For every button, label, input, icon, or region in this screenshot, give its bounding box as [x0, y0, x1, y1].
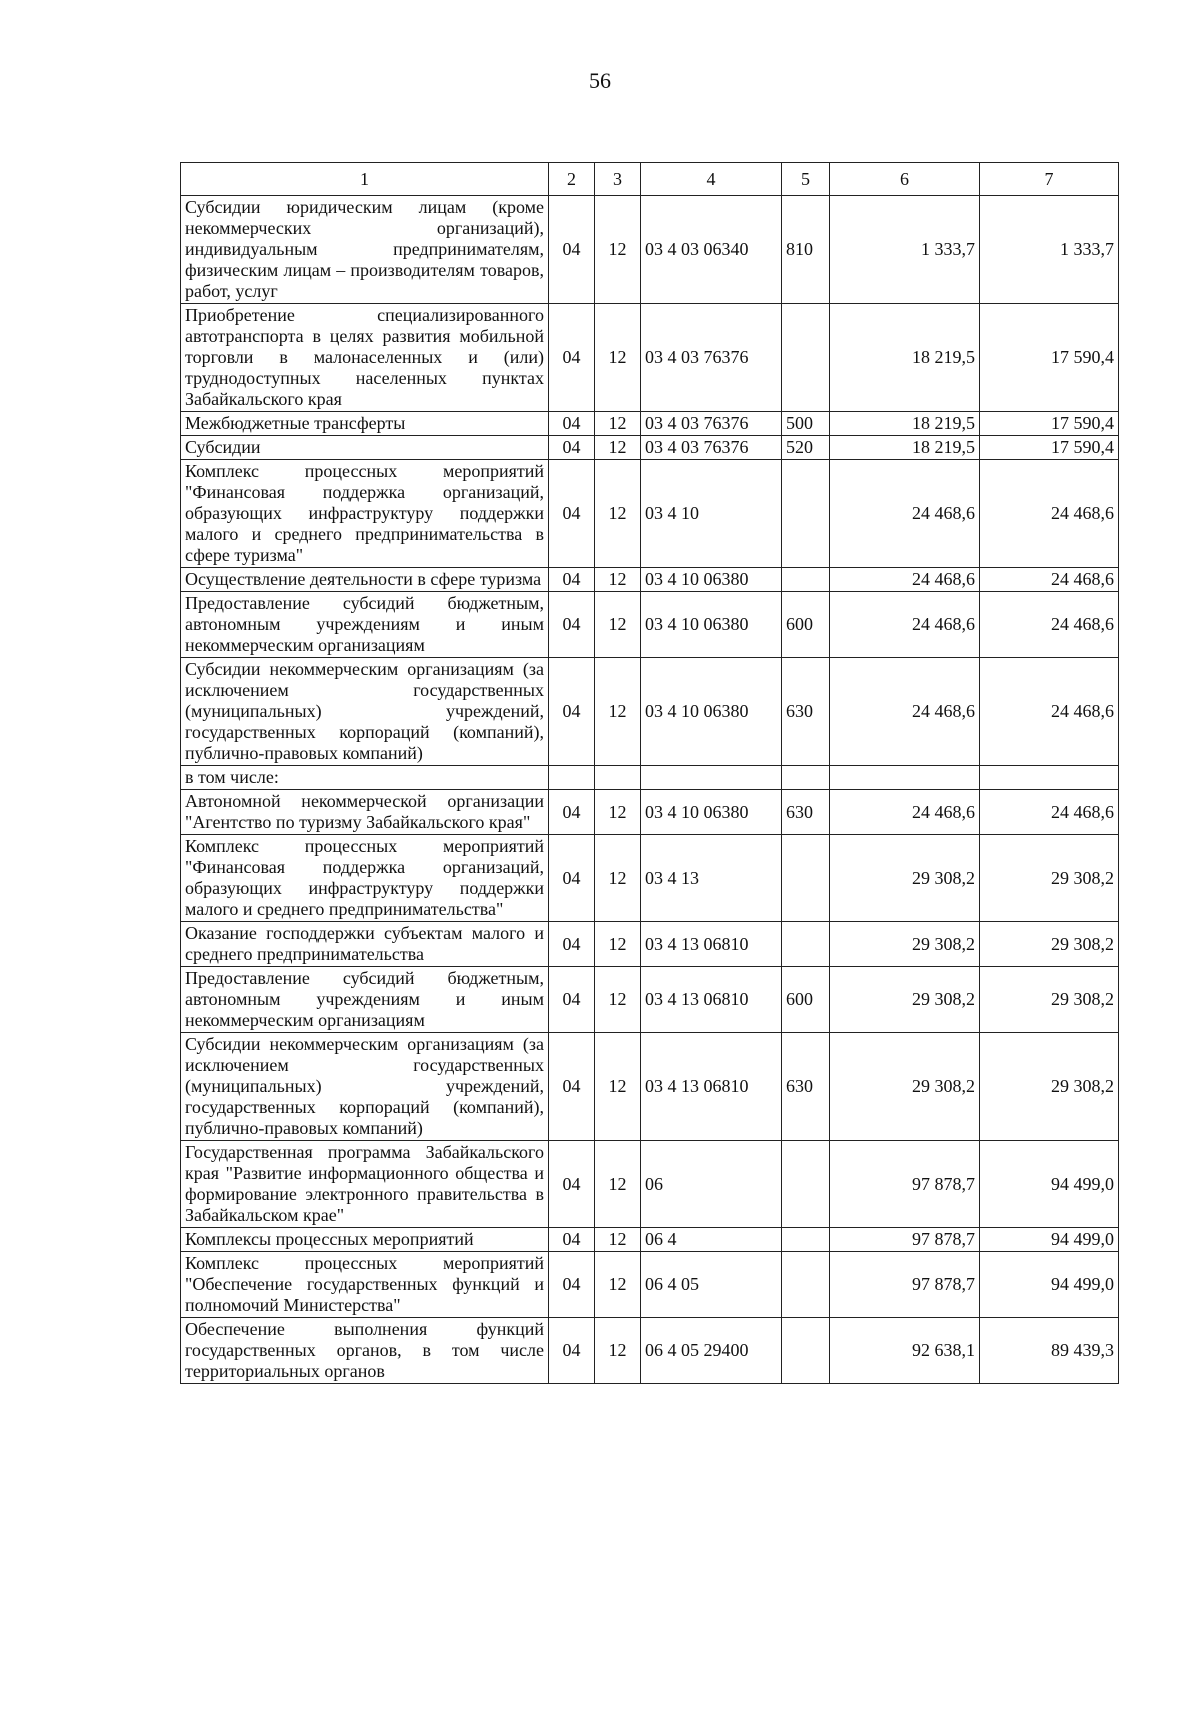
amount-col-6: 97 878,7 [830, 1141, 980, 1228]
section-code: 04 [549, 568, 595, 592]
subsection-code [595, 766, 641, 790]
amount-col-7: 24 468,6 [980, 790, 1119, 835]
amount-col-7: 24 468,6 [980, 460, 1119, 568]
target-article-code: 03 4 03 06340 [641, 196, 782, 304]
column-header-7: 7 [980, 163, 1119, 196]
target-article-code: 03 4 13 [641, 835, 782, 922]
subsection-code: 12 [595, 835, 641, 922]
target-article-code: 03 4 10 06380 [641, 790, 782, 835]
amount-col-7: 24 468,6 [980, 592, 1119, 658]
target-article-code: 03 4 10 06380 [641, 658, 782, 766]
expense-type-code [782, 568, 830, 592]
section-code: 04 [549, 460, 595, 568]
section-code: 04 [549, 835, 595, 922]
section-code: 04 [549, 304, 595, 412]
amount-col-7: 29 308,2 [980, 835, 1119, 922]
expense-type-code: 500 [782, 412, 830, 436]
table-row [181, 790, 1119, 835]
table-row [181, 967, 1119, 1033]
row-name: Субсидии [181, 436, 549, 460]
row-name: Межбюджетные трансферты [181, 412, 549, 436]
section-code: 04 [549, 658, 595, 766]
section-code: 04 [549, 436, 595, 460]
table-row [181, 460, 1119, 568]
amount-col-7: 29 308,2 [980, 967, 1119, 1033]
subsection-code: 12 [595, 922, 641, 967]
row-name: Комплекс процессных мероприятий "Обеспечение государственных функций и полномочий Министерства" [181, 1252, 549, 1318]
expense-type-code [782, 1141, 830, 1228]
table-row [181, 1228, 1119, 1252]
amount-col-6: 24 468,6 [830, 592, 980, 658]
row-name: Оказание господдержки субъектам малого и среднего предпринимательства [181, 922, 549, 967]
subsection-code: 12 [595, 1141, 641, 1228]
table-row [181, 412, 1119, 436]
row-name: в том числе: [181, 766, 549, 790]
expense-type-code [782, 304, 830, 412]
amount-col-6: 1 333,7 [830, 196, 980, 304]
row-name: Предоставление субсидий бюджетным, автономным учреждениям и иным некоммерческим организациям [181, 592, 549, 658]
amount-col-7: 29 308,2 [980, 922, 1119, 967]
amount-col-7: 17 590,4 [980, 412, 1119, 436]
expense-type-code [782, 1252, 830, 1318]
table-row [181, 1033, 1119, 1141]
section-code: 04 [549, 1318, 595, 1384]
amount-col-6: 97 878,7 [830, 1228, 980, 1252]
subsection-code: 12 [595, 1252, 641, 1318]
target-article-code: 03 4 13 06810 [641, 967, 782, 1033]
amount-col-7: 94 499,0 [980, 1228, 1119, 1252]
amount-col-6: 97 878,7 [830, 1252, 980, 1318]
amount-col-6: 24 468,6 [830, 568, 980, 592]
row-name: Обеспечение выполнения функций государственных органов, в том числе территориальных органов [181, 1318, 549, 1384]
row-name: Комплекс процессных мероприятий "Финансовая поддержка организаций, образующих инфраструктуру поддержки малого и среднего предпринимательства" [181, 835, 549, 922]
subsection-code: 12 [595, 196, 641, 304]
amount-col-6: 24 468,6 [830, 790, 980, 835]
amount-col-7: 1 333,7 [980, 196, 1119, 304]
table-body [181, 196, 1119, 1384]
amount-col-7: 24 468,6 [980, 658, 1119, 766]
row-name: Осуществление деятельности в сфере туризма [181, 568, 549, 592]
expense-type-code: 630 [782, 658, 830, 766]
target-article-code: 06 4 05 29400 [641, 1318, 782, 1384]
amount-col-7: 17 590,4 [980, 436, 1119, 460]
expense-type-code: 630 [782, 790, 830, 835]
row-name: Комплексы процессных мероприятий [181, 1228, 549, 1252]
subsection-code: 12 [595, 1033, 641, 1141]
subsection-code: 12 [595, 592, 641, 658]
column-header-6: 6 [830, 163, 980, 196]
section-code: 04 [549, 1252, 595, 1318]
expense-type-code [782, 766, 830, 790]
amount-col-7: 94 499,0 [980, 1252, 1119, 1318]
section-code: 04 [549, 922, 595, 967]
table-row [181, 592, 1119, 658]
target-article-code: 06 4 [641, 1228, 782, 1252]
amount-col-6: 24 468,6 [830, 460, 980, 568]
amount-col-7 [980, 766, 1119, 790]
row-name: Комплекс процессных мероприятий "Финансовая поддержка организаций, образующих инфраструктуру поддержки малого и среднего предпринимательства в сфере туризма" [181, 460, 549, 568]
row-name: Субсидии юридическим лицам (кроме некоммерческих организаций), индивидуальным предпринимателям, физическим лицам – производителям товаров, работ, услуг [181, 196, 549, 304]
target-article-code: 03 4 03 76376 [641, 412, 782, 436]
section-code: 04 [549, 196, 595, 304]
column-header-4: 4 [641, 163, 782, 196]
amount-col-7: 89 439,3 [980, 1318, 1119, 1384]
expense-type-code [782, 922, 830, 967]
subsection-code: 12 [595, 436, 641, 460]
expense-type-code: 520 [782, 436, 830, 460]
amount-col-6: 18 219,5 [830, 304, 980, 412]
section-code: 04 [549, 592, 595, 658]
row-name: Приобретение специализированного автотранспорта в целях развития мобильной торговли в малонаселенных и (или) труднодоступных населенных пунктах Забайкальского края [181, 304, 549, 412]
target-article-code: 03 4 10 06380 [641, 592, 782, 658]
target-article-code: 03 4 03 76376 [641, 304, 782, 412]
subsection-code: 12 [595, 412, 641, 436]
section-code: 04 [549, 1228, 595, 1252]
expense-type-code [782, 1318, 830, 1384]
amount-col-6: 92 638,1 [830, 1318, 980, 1384]
subsection-code: 12 [595, 790, 641, 835]
amount-col-6: 18 219,5 [830, 412, 980, 436]
table-row [181, 766, 1119, 790]
target-article-code: 03 4 10 06380 [641, 568, 782, 592]
row-name: Субсидии некоммерческим организациям (за исключением государственных (муниципальных) учреждений, государственных корпораций (компаний), публично-правовых компаний) [181, 1033, 549, 1141]
column-header-2: 2 [549, 163, 595, 196]
row-name: Автономной некоммерческой организации "Агентство по туризму Забайкальского края" [181, 790, 549, 835]
table-row [181, 1252, 1119, 1318]
table-row [181, 1141, 1119, 1228]
table-header-row [181, 163, 1119, 196]
amount-col-6: 29 308,2 [830, 922, 980, 967]
subsection-code: 12 [595, 967, 641, 1033]
amount-col-6 [830, 766, 980, 790]
table-row [181, 1318, 1119, 1384]
subsection-code: 12 [595, 658, 641, 766]
expense-type-code: 630 [782, 1033, 830, 1141]
section-code [549, 766, 595, 790]
target-article-code: 06 [641, 1141, 782, 1228]
table-row [181, 922, 1119, 967]
subsection-code: 12 [595, 460, 641, 568]
table-row [181, 568, 1119, 592]
expense-type-code: 810 [782, 196, 830, 304]
table-row [181, 196, 1119, 304]
amount-col-7: 29 308,2 [980, 1033, 1119, 1141]
target-article-code: 03 4 13 06810 [641, 1033, 782, 1141]
section-code: 04 [549, 967, 595, 1033]
expense-type-code [782, 460, 830, 568]
target-article-code [641, 766, 782, 790]
amount-col-7: 17 590,4 [980, 304, 1119, 412]
row-name: Предоставление субсидий бюджетным, автономным учреждениям и иным некоммерческим организациям [181, 967, 549, 1033]
expense-type-code [782, 835, 830, 922]
amount-col-6: 18 219,5 [830, 436, 980, 460]
target-article-code: 06 4 05 [641, 1252, 782, 1318]
subsection-code: 12 [595, 568, 641, 592]
amount-col-6: 24 468,6 [830, 658, 980, 766]
table-row [181, 436, 1119, 460]
subsection-code: 12 [595, 1228, 641, 1252]
amount-col-7: 24 468,6 [980, 568, 1119, 592]
expense-type-code: 600 [782, 967, 830, 1033]
target-article-code: 03 4 10 [641, 460, 782, 568]
table-row [181, 835, 1119, 922]
column-header-3: 3 [595, 163, 641, 196]
section-code: 04 [549, 790, 595, 835]
amount-col-6: 29 308,2 [830, 1033, 980, 1141]
row-name: Государственная программа Забайкальского края "Развитие информационного общества и формирование электронного правительства в Забайкальском крае" [181, 1141, 549, 1228]
expense-type-code: 600 [782, 592, 830, 658]
subsection-code: 12 [595, 304, 641, 412]
amount-col-6: 29 308,2 [830, 967, 980, 1033]
section-code: 04 [549, 1033, 595, 1141]
page-number: 56 [589, 68, 611, 93]
amount-col-7: 94 499,0 [980, 1141, 1119, 1228]
section-code: 04 [549, 412, 595, 436]
budget-table [180, 162, 1119, 1384]
target-article-code: 03 4 03 76376 [641, 436, 782, 460]
column-header-1: 1 [181, 163, 549, 196]
target-article-code: 03 4 13 06810 [641, 922, 782, 967]
column-header-5: 5 [782, 163, 830, 196]
subsection-code: 12 [595, 1318, 641, 1384]
expense-type-code [782, 1228, 830, 1252]
section-code: 04 [549, 1141, 595, 1228]
table-row [181, 304, 1119, 412]
amount-col-6: 29 308,2 [830, 835, 980, 922]
row-name: Субсидии некоммерческим организациям (за исключением государственных (муниципальных) учреждений, государственных корпораций (компаний), публично-правовых компаний) [181, 658, 549, 766]
table-row [181, 658, 1119, 766]
